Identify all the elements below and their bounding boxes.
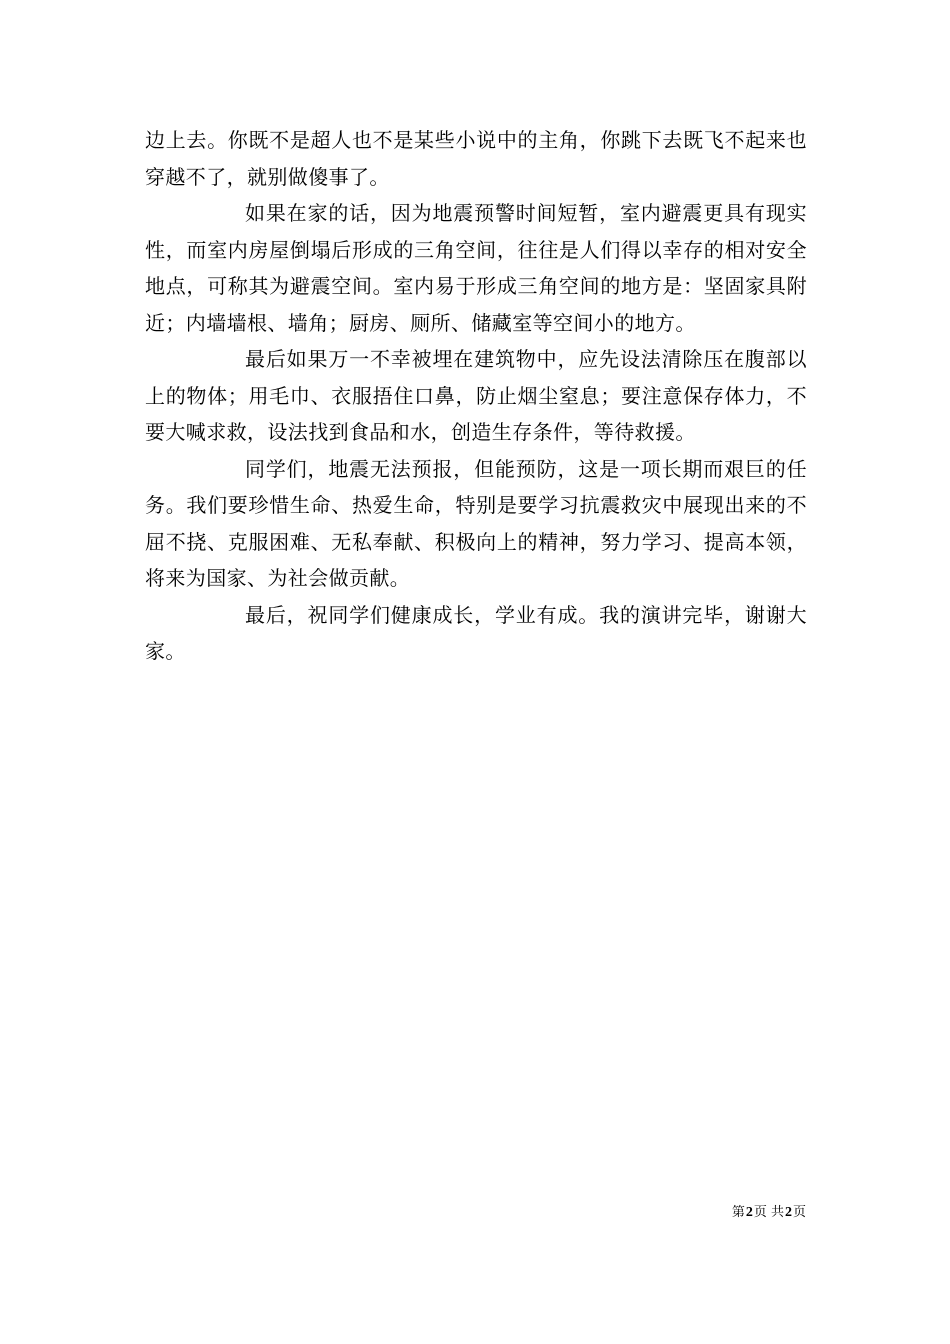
page-footer — [660, 1205, 806, 1221]
footer-middle: 页 共 — [753, 1205, 784, 1220]
paragraph-1: 边上去。你既不是超人也不是某些小说中的主角，你跳下去既飞不起来也穿越不了，就别做傻事了。 — [145, 128, 807, 189]
body-text — [145, 122, 807, 670]
paragraph-4: 同学们，地震无法预报，但能预防，这是一项长期而艰巨的任务。我们要珍惜生命、热爱生命，特别是要学习抗震救灾中展现出来的不屈不挠、克服困难、无私奉献、积极向上的精神，努力学习、提高本领，将来为国家、为社会做贡献。 — [145, 456, 807, 590]
footer-suffix: 页 — [792, 1205, 806, 1220]
current-page-number: 2 — [745, 1205, 753, 1220]
paragraph-3: 最后如果万一不幸被埋在建筑物中，应先设法清除压在腹部以上的物体；用毛巾、衣服捂住口鼻，防止烟尘窒息；要注意保存体力，不要大喊求救，设法找到食品和水，创造生存条件，等待救援。 — [145, 347, 807, 444]
paragraph-2: 如果在家的话，因为地震预警时间短暂，室内避震更具有现实性，而室内房屋倒塌后形成的三角空间，往往是人们得以幸存的相对安全地点，可称其为避震空间。室内易于形成三角空间的地方是：坚固家具附近；内墙墙根、墙角；厨房、厕所、储藏室等空间小的地方。 — [145, 201, 807, 335]
total-page-number: 2 — [784, 1205, 792, 1220]
footer-prefix: 第 — [731, 1205, 745, 1220]
paragraph-5: 最后，祝同学们健康成长，学业有成。我的演讲完毕，谢谢大家。 — [145, 602, 807, 663]
